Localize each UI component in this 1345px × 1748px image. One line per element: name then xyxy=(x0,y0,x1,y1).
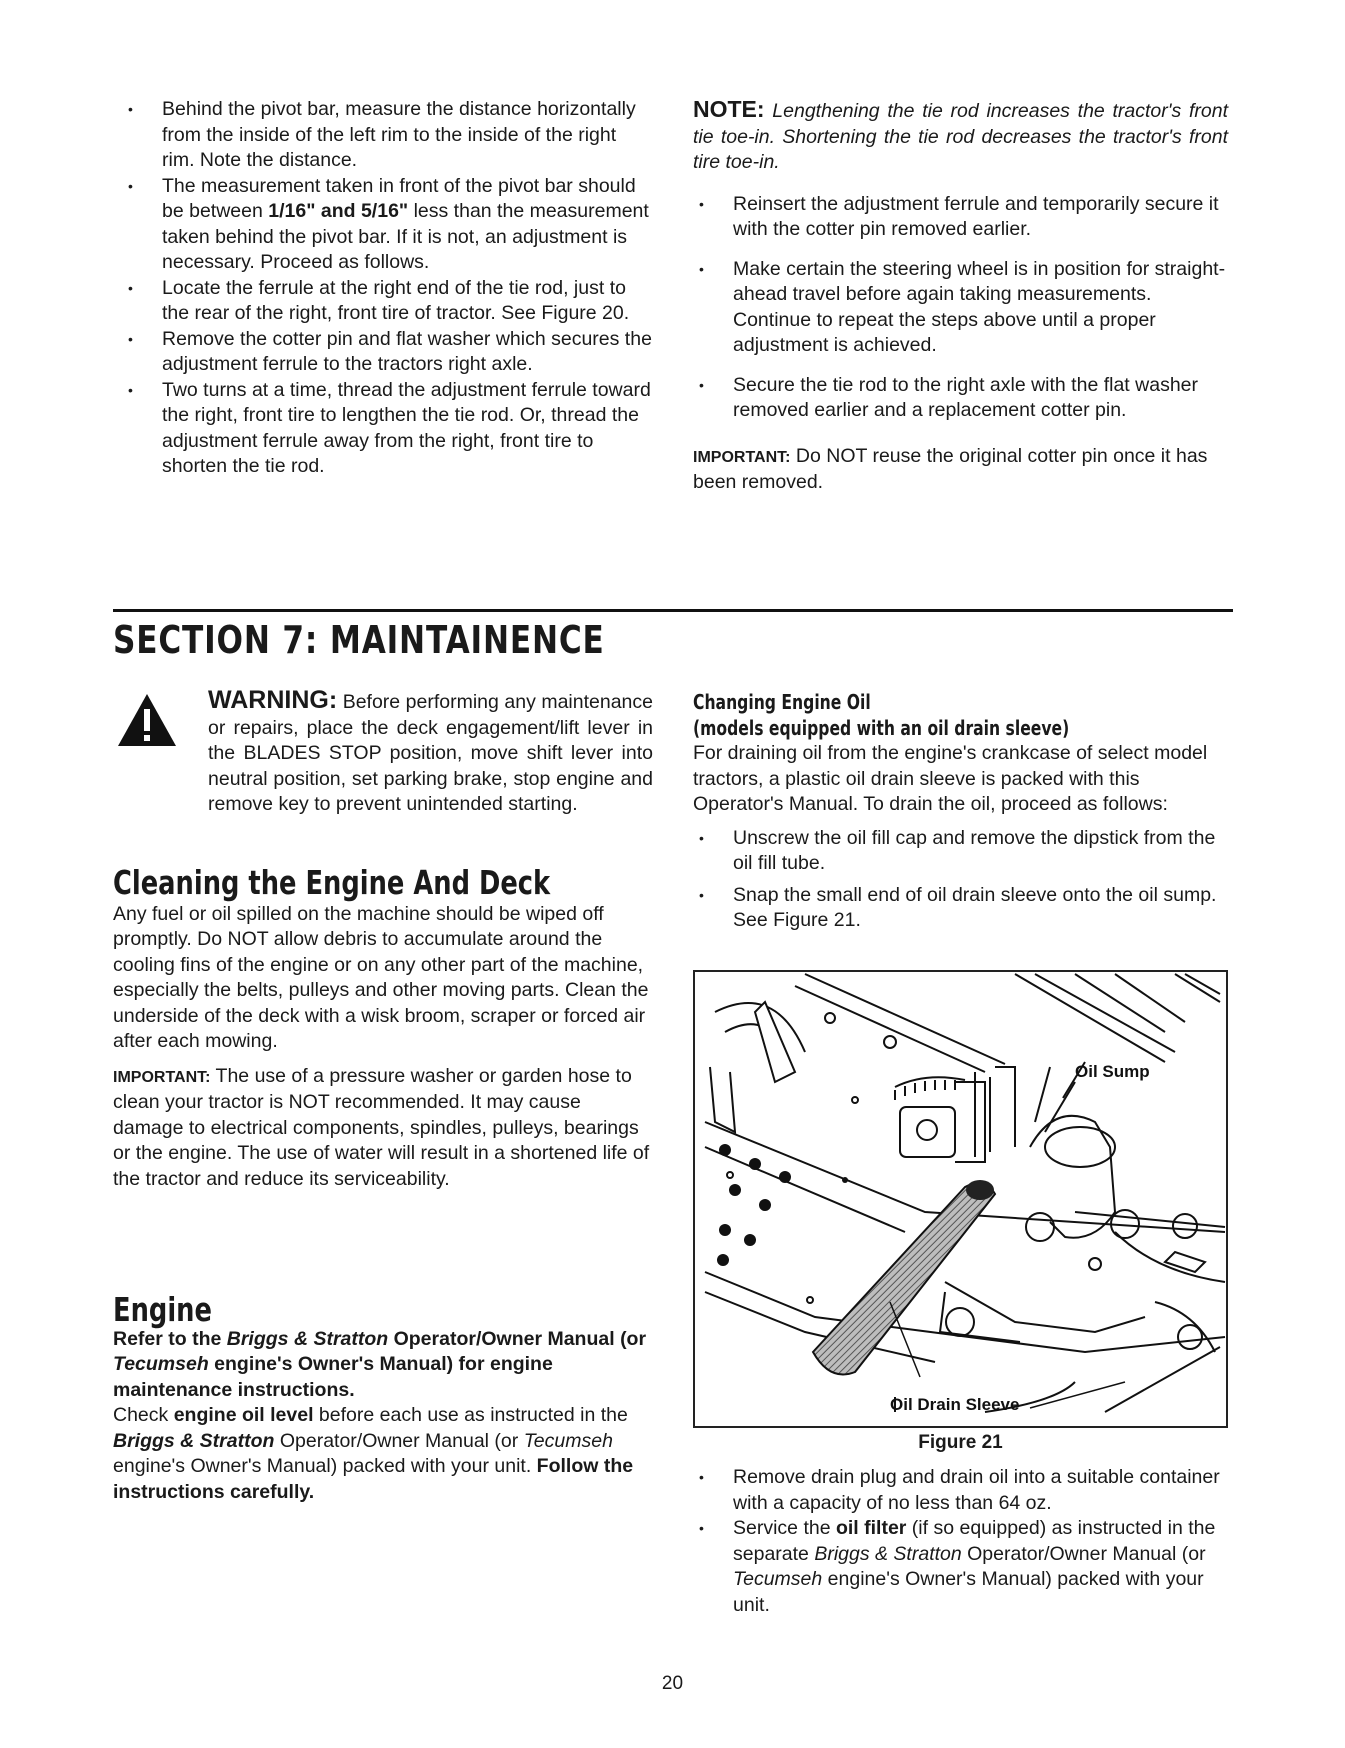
note-text: Lengthening the tie rod increases the tractor's front tie toe-in. Shortening the tie rod decreases the tractor's front tire toe-in. xyxy=(693,100,1228,173)
oil-change-subheading: (models equipped with an oil drain sleeve) xyxy=(693,715,1070,740)
engine-check xyxy=(113,1403,653,1505)
bullet-item: • Behind the pivot bar, measure the distance horizontally from the inside of the left rim to the inside of the right rim. Note the distance. xyxy=(122,97,652,174)
oil-change-block xyxy=(693,690,1228,934)
brand-name: Tecumseh xyxy=(733,1568,823,1590)
bullet-text: engine's Owner's Manual) packed with your unit. xyxy=(733,1568,1204,1616)
brand-name: Tecumseh xyxy=(523,1429,613,1452)
bullet-item: • Unscrew the oil fill cap and remove the dipstick from the oil fill tube. xyxy=(693,826,1228,877)
warning-icon xyxy=(116,692,178,748)
bullet-item: • Remove drain plug and drain oil into a suitable container with a capacity of no less than 64 oz. xyxy=(693,1465,1228,1516)
important-paragraph xyxy=(693,444,1228,496)
engine-heading: Engine xyxy=(113,1290,212,1329)
brand-name: Briggs & Stratton xyxy=(113,1429,275,1452)
top-right-column xyxy=(693,97,1228,496)
instructions-emphasis: Follow the instructions carefully. xyxy=(113,1455,634,1503)
important-paragraph xyxy=(113,1064,653,1193)
bullet-item: • Make certain the steering wheel is in position for straight-ahead travel before again taking measurements. Continue to repeat the steps above until a proper adjustment is achieved. xyxy=(693,257,1228,359)
oil-drain-illustration xyxy=(695,972,1226,1426)
cleaning-heading: Cleaning the Engine And Deck xyxy=(113,863,551,902)
oil-change-continued xyxy=(693,1465,1228,1618)
bullet-item xyxy=(122,174,652,276)
bullet-text: less than the measurement taken behind the pivot bar. If it is not, an adjustment is necessary. Proceed as follows. xyxy=(162,200,649,273)
oil-change-heading: Changing Engine Oil xyxy=(693,690,871,714)
engine-block xyxy=(113,1290,653,1505)
refer-text: engine's Owner's Manual) for engine maintenance instructions. xyxy=(113,1353,553,1401)
bullet-text: Operator/Owner Manual (or xyxy=(961,1542,1206,1565)
refer-text: Refer to the xyxy=(113,1327,227,1350)
warning-block xyxy=(208,688,653,818)
bullet-item xyxy=(693,1516,1228,1618)
page-number: 20 xyxy=(661,1673,684,1694)
oil-drain-sleeve-label: Oil Drain Sleeve xyxy=(890,1395,1020,1414)
figure-caption: Figure 21 xyxy=(918,1432,1003,1453)
section-divider xyxy=(113,609,1233,612)
warning-text: Before performing any maintenance or repairs, place the deck engagement/lift lever in the BLADES STOP position, move shift lever into neutral position, set parking brake, stop engine and remove key to prevent unintended starting. xyxy=(208,691,654,815)
bullet-item: • Remove the cotter pin and flat washer which secures the adjustment ferrule to the tractors right axle. xyxy=(122,327,652,378)
brand-name: Briggs & Stratton xyxy=(226,1327,389,1350)
brand-name: Briggs & Stratton xyxy=(814,1542,962,1565)
check-text: before each use as instructed in the xyxy=(313,1404,628,1426)
oil-level-emphasis: engine oil level xyxy=(173,1404,314,1426)
brand-name: Tecumseh xyxy=(113,1353,209,1375)
figure-21 xyxy=(693,970,1228,1428)
important-label: IMPORTANT: xyxy=(113,1068,211,1086)
check-text: Check xyxy=(113,1404,174,1426)
cleaning-body: Any fuel or oil spilled on the machine should be wiped off promptly. Do NOT allow debris to accumulate around the cooling fins of the engine or on any other part of the machine, especially the belts, pulleys and other moving parts. Clean the underside of the deck with a wisk broom, scraper or forced air after each mowing. xyxy=(113,902,649,1052)
bullet-item: • Two turns at a time, thread the adjustment ferrule toward the right, front tire to lengthen the tie rod. Or, thread the adjustment ferrule away from the right, front tire to shorten the tie rod. xyxy=(122,378,652,480)
warning-label: WARNING: xyxy=(208,686,338,714)
check-text: engine's Owner's Manual) packed with your unit. xyxy=(113,1455,537,1477)
important-text: The use of a pressure washer or garden hose to clean your tractor is NOT recommended. It may cause damage to electrical components, spindles, pulleys, bearings or the engine. The use of water will result in a shortened life of the tractor and reduce its serviceability. xyxy=(113,1064,650,1190)
bullet-text: Service the xyxy=(733,1517,836,1539)
measurement-range: 1/16" and 5/16" xyxy=(268,200,409,222)
oil-sump-label: Oil Sump xyxy=(1075,1062,1150,1081)
cleaning-block xyxy=(113,863,653,1192)
important-text: Do NOT reuse the original cotter pin once it has been removed. xyxy=(693,444,1208,493)
oil-filter-emphasis: oil filter xyxy=(835,1517,907,1539)
check-text: Operator/Owner Manual (or xyxy=(274,1429,524,1452)
note-label: NOTE: xyxy=(693,96,765,122)
important-label: IMPORTANT: xyxy=(693,448,791,466)
oil-change-intro: For draining oil from the engine's crankcase of select model tractors, a plastic oil drain sleeve is packed with this Operator's Manual. To drain the oil, proceed as follows: xyxy=(693,742,1208,815)
bullet-item: • Locate the ferrule at the right end of the tie rod, just to the rear of the right, front tire of tractor. See Figure 20. xyxy=(122,276,652,327)
top-left-column xyxy=(122,97,652,480)
bullet-text: (if so equipped) as instructed in the separate xyxy=(733,1517,1216,1565)
refer-text: Operator/Owner Manual (or xyxy=(388,1327,647,1350)
bullet-item: • Secure the tie rod to the right axle with the flat washer removed earlier and a replacement cotter pin. xyxy=(693,373,1228,424)
bullet-item: • Reinsert the adjustment ferrule and temporarily secure it with the cotter pin removed earlier. xyxy=(693,192,1228,243)
engine-refer xyxy=(113,1327,653,1404)
bullet-item: • Snap the small end of oil drain sleeve onto the oil sump. See Figure 21. xyxy=(693,883,1228,934)
bullet-text: The measurement taken in front of the pivot bar should be between xyxy=(162,174,636,222)
section-title: SECTION 7: MAINTAINENCE xyxy=(113,618,605,662)
note-paragraph xyxy=(693,97,1228,176)
